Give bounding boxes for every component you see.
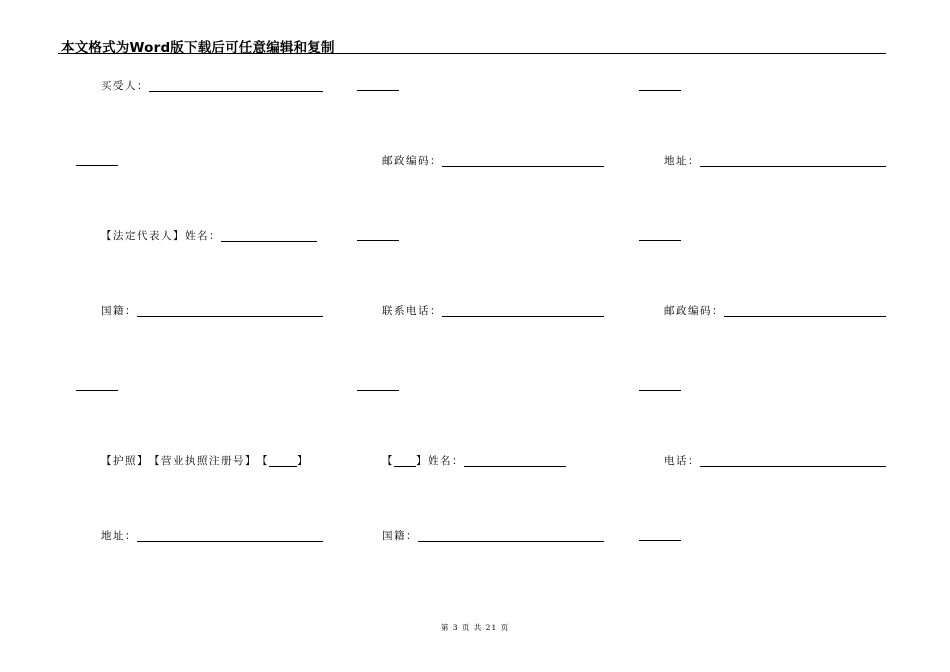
blank-line[interactable] [76,165,118,166]
buyer-label: 买受人： [101,80,149,92]
document-header-title: 本文格式为Word版下载后可任意编辑和复制 [61,40,335,56]
legal-rep-label: 【法定代表人】姓名： [101,230,221,242]
nationality-field-2 [382,530,604,542]
address-field-1 [664,155,886,167]
address-label: 地址： [664,155,700,167]
postal-code-field-1 [382,155,604,167]
contact-phone-label: 联系电话： [382,305,442,317]
blank-line[interactable] [639,240,681,241]
bracket-open: 【 [257,455,269,467]
nationality-input-line[interactable] [137,306,323,317]
blank-line[interactable] [639,90,681,91]
address-input-line[interactable] [700,156,886,167]
postal-code-label: 邮政编码： [664,305,724,317]
passport-label: 【护照】 [101,455,149,467]
buyer-field [101,80,323,92]
phone-field [664,455,886,467]
id-other-input-line[interactable] [269,456,297,467]
blank-line[interactable] [639,390,681,391]
nationality-field-1 [101,305,323,317]
legal-rep-field [101,230,317,242]
postal-code-input-line[interactable] [442,156,604,167]
bracket-close: 】 [416,455,428,467]
id-type-field [101,455,309,467]
nationality-label: 国籍： [382,530,418,542]
nationality-input-line[interactable] [418,531,604,542]
address-input-line[interactable] [137,531,323,542]
blank-line[interactable] [357,240,399,241]
name-input-line[interactable] [464,456,566,467]
blank-line[interactable] [639,540,681,541]
postal-code-field-2 [664,305,886,317]
bracket-close: 】 [297,455,309,467]
bracket-open: 【 [382,455,394,467]
buyer-input-line[interactable] [149,81,323,92]
postal-code-input-line[interactable] [724,306,886,317]
contact-phone-field [382,305,604,317]
business-license-label: 【营业执照注册号】 [149,455,257,467]
name-field-2 [382,455,566,467]
address-label: 地址： [101,530,137,542]
name-label: 姓名： [428,455,464,467]
postal-code-label: 邮政编码： [382,155,442,167]
header-divider [58,53,886,54]
phone-input-line[interactable] [700,456,886,467]
page-number-footer: 第 3 页 共 21 页 [440,623,510,632]
role-input-line[interactable] [394,456,416,467]
legal-rep-input-line[interactable] [221,231,317,242]
blank-line[interactable] [357,390,399,391]
phone-label: 电话： [664,455,700,467]
blank-line[interactable] [357,90,399,91]
contact-phone-input-line[interactable] [442,306,604,317]
blank-line[interactable] [76,390,118,391]
nationality-label: 国籍： [101,305,137,317]
address-field-2 [101,530,323,542]
